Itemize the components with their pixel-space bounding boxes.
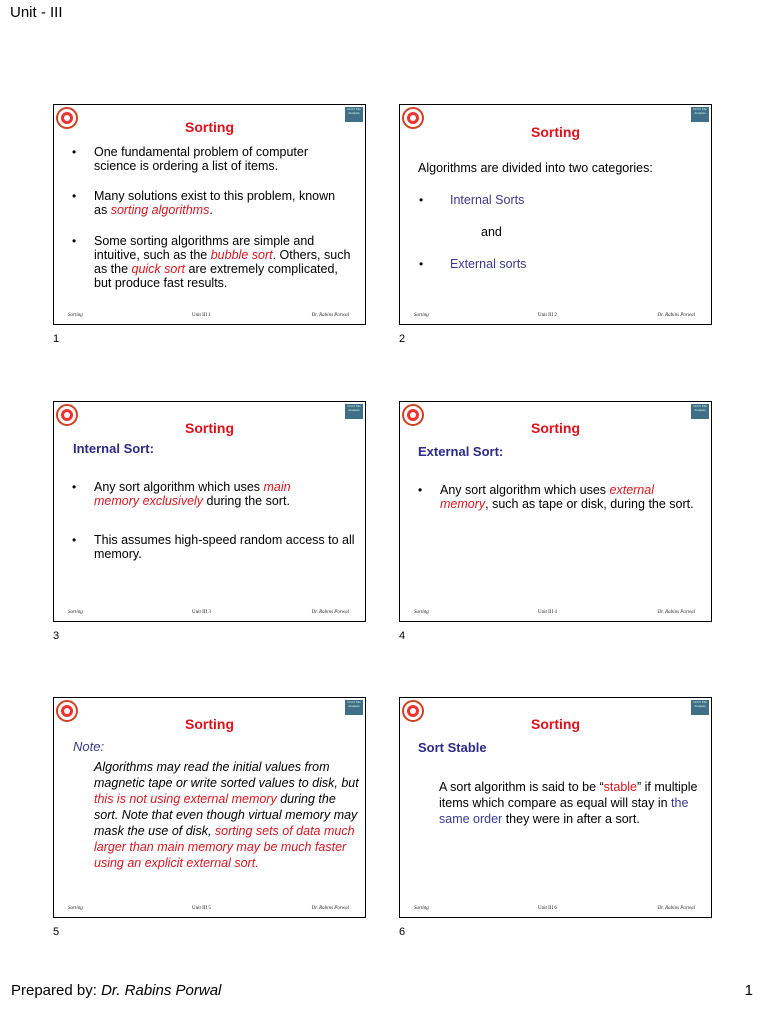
connector-text: and <box>481 225 502 239</box>
slide-footer: Sorting Unit III 1 Dr. Rabins Porwal <box>68 313 349 318</box>
slide-number: 3 <box>53 630 60 642</box>
page-footer-author: Prepared by: Dr. Rabins Porwal <box>11 982 222 999</box>
bullet-icon: • <box>72 145 77 159</box>
list-item: Internal Sorts <box>450 193 525 207</box>
bullet-icon: • <box>72 234 77 248</box>
slide-number: 2 <box>399 333 406 345</box>
bullet-text: Some sorting algorithms are simple and intuitive, such as the bubble sort. Others, such as the quick sort are extremely complicated, but produce fast results. <box>94 234 351 290</box>
note-label: Note: <box>73 739 105 754</box>
page-header: Unit - III <box>10 4 63 21</box>
unit-badge: Unit II File Analysis <box>691 404 709 419</box>
page-number: 1 <box>744 982 753 999</box>
slide-title: Sorting <box>185 420 234 436</box>
slide-footer: Sorting Unit III 6 Dr. Rabins Porwal <box>414 906 695 911</box>
slide-2 <box>399 104 712 325</box>
bullet-icon: • <box>72 480 77 494</box>
bullet-text: Many solutions exist to this problem, known as sorting algorithms. <box>94 189 336 217</box>
bullet-icon: • <box>72 533 77 547</box>
slide-intro: Algorithms are divided into two categories: <box>418 161 653 175</box>
slide-footer: Sorting Unit III 3 Dr. Rabins Porwal <box>68 610 349 615</box>
slide-footer: Sorting Unit III 4 Dr. Rabins Porwal <box>414 610 695 615</box>
slide-number: 4 <box>399 630 406 642</box>
slide-footer: Sorting Unit III 5 Dr. Rabins Porwal <box>68 906 349 911</box>
slide-title: Sorting <box>531 124 580 140</box>
unit-badge: Unit II File Analysis <box>691 107 709 122</box>
unit-badge: Unit II File Analysis <box>345 107 363 122</box>
list-item: External sorts <box>450 257 527 271</box>
slide-1 <box>53 104 366 325</box>
unit-badge: Unit II File Analysis <box>691 700 709 715</box>
bullet-text: Any sort algorithm which uses main memory exclusively during the sort. <box>94 480 291 508</box>
slide-number: 6 <box>399 926 406 938</box>
definition-paragraph: A sort algorithm is said to be “stable” if multiple items which compare as equal will stay in the same order they were in after a sort. <box>439 780 698 826</box>
bullet-text: One fundamental problem of computer science is ordering a list of items. <box>94 145 309 173</box>
unit-badge: Unit II File Analysis <box>345 700 363 715</box>
slide-title: Sorting <box>185 119 234 135</box>
bullet-icon: • <box>72 189 77 203</box>
note-paragraph: Algorithms may read the initial values from magnetic tape or write sorted values to disk, but this is not using external memory during the sort. Note that even though virtual memory may mask the use of disk, sorting sets of data much larger than main memory may be much faster using an explicit external sort. <box>94 760 359 870</box>
slide-3 <box>53 401 366 622</box>
slide-6 <box>399 697 712 918</box>
slide-footer: Sorting Unit III 2 Dr. Rabins Porwal <box>414 313 695 318</box>
bullet-icon: • <box>419 193 424 207</box>
slide-5 <box>53 697 366 918</box>
slide-4 <box>399 401 712 622</box>
slide-subtitle: Sort Stable <box>418 740 487 755</box>
slide-title: Sorting <box>531 420 580 436</box>
slide-title: Sorting <box>531 716 580 732</box>
slide-number: 5 <box>53 926 60 938</box>
bullet-text: Any sort algorithm which uses external memory, such as tape or disk, during the sort. <box>440 483 694 511</box>
bullet-icon: • <box>418 483 423 497</box>
unit-badge: Unit II File Analysis <box>345 404 363 419</box>
slide-subtitle: External Sort: <box>418 444 504 459</box>
bullet-icon: • <box>419 257 424 271</box>
slide-subtitle: Internal Sort: <box>73 441 154 456</box>
slide-number: 1 <box>53 333 60 345</box>
slide-title: Sorting <box>185 716 234 732</box>
bullet-text: This assumes high-speed random access to all memory. <box>94 533 355 561</box>
